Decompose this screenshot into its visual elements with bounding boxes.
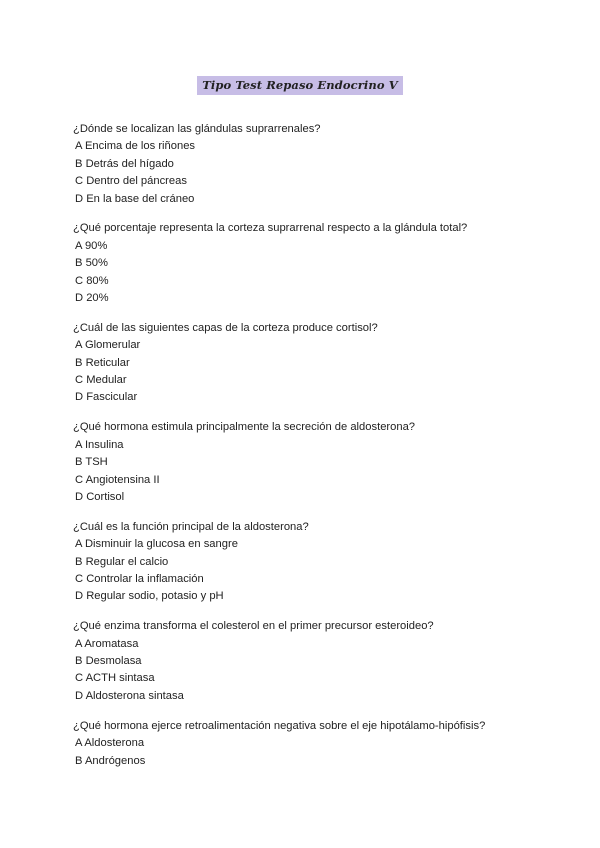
question-text: ¿Dónde se localizan las glándulas suprarrenales? xyxy=(73,123,321,135)
option-c: C 80% xyxy=(75,274,109,287)
question-text: ¿Qué hormona ejerce retroalimentación negativa sobre el eje hipotálamo-hipófisis? xyxy=(73,719,486,732)
option-c: C Angiotensina II xyxy=(75,473,160,486)
option-c: C Dentro del páncreas xyxy=(75,175,187,188)
option-a: A Disminuir la glucosa en sangre xyxy=(75,538,238,551)
question-4 xyxy=(73,419,573,506)
option-c: C Medular xyxy=(75,374,127,387)
question-3 xyxy=(73,320,573,407)
option-c: C Controlar la inflamación xyxy=(75,572,204,585)
question-text: ¿Qué porcentaje representa la corteza suprarrenal respecto a la glándula total? xyxy=(73,222,468,235)
option-d: D Regular sodio, potasio y pH xyxy=(75,590,224,603)
option-a: A Insulina xyxy=(75,438,124,451)
option-d: D Fascicular xyxy=(75,391,138,404)
option-a: A Encima de los riñones xyxy=(75,140,196,153)
option-d: D En la base del cráneo xyxy=(75,192,195,205)
option-b: B Regular el calcio xyxy=(75,555,169,568)
title-wrap xyxy=(0,76,600,95)
option-b: B Detrás del hígado xyxy=(75,157,174,170)
option-a: A 90% xyxy=(75,239,108,252)
question-7 xyxy=(73,718,573,770)
option-a: A Aromatasa xyxy=(75,637,139,650)
question-text: ¿Cuál de las siguientes capas de la corteza produce cortisol? xyxy=(73,321,378,334)
option-b: B 50% xyxy=(75,257,108,270)
question-5 xyxy=(73,519,573,606)
option-c: C ACTH sintasa xyxy=(75,672,155,685)
option-b: B TSH xyxy=(75,456,108,469)
option-d: D 20% xyxy=(75,292,109,305)
question-6 xyxy=(73,618,573,705)
option-a: A Aldosterona xyxy=(75,737,145,750)
option-b: B Andrógenos xyxy=(75,754,146,767)
question-2 xyxy=(73,220,573,307)
option-b: B Reticular xyxy=(75,356,130,369)
question-1 xyxy=(73,121,573,208)
option-d: D Aldosterona sintasa xyxy=(75,689,184,702)
question-text: ¿Qué hormona estimula principalmente la secreción de aldosterona? xyxy=(73,421,416,434)
option-b: B Desmolasa xyxy=(75,655,142,668)
question-text: ¿Cuál es la función principal de la aldosterona? xyxy=(73,520,309,533)
option-a: A Glomerular xyxy=(75,339,141,352)
document-title: Tipo Test Repaso Endocrino V xyxy=(197,76,403,95)
question-text: ¿Qué enzima transforma el colesterol en el primer precursor esteroideo? xyxy=(73,620,434,633)
option-d: D Cortisol xyxy=(75,490,125,503)
question-list xyxy=(73,121,573,770)
